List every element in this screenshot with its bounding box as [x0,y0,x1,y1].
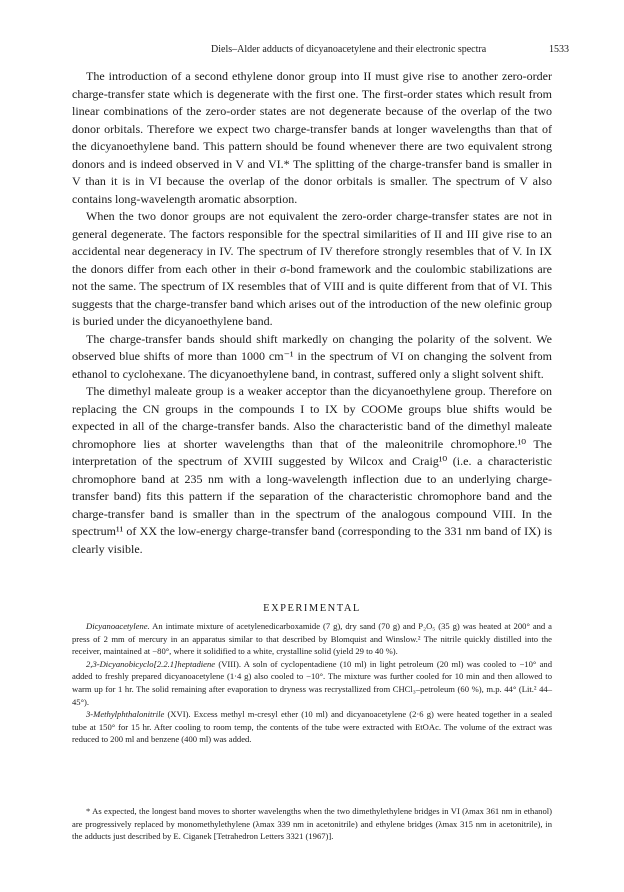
section-heading: EXPERIMENTAL [263,603,361,614]
experimental-section [72,620,552,746]
procedure-text: (VIII). A soln of cyclopentadiene (10 ml) in light petroleum (20 ml) was cooled to −10° and added to freshly prepared dicyanoacetylene (1·4 g) also cooled to −10°. The mixture was further cooled for 10 min and then allowed to warm up for 1 hr. The solid remaining after evaporation to dryness was recrystallized from CHCl₃–petroleum (60 %), m.p. 44° (Lit.² 44–45°). [72,658,552,707]
running-head [0,44,624,60]
body-text [72,68,552,558]
compound-name: 2,3-Dicyanobicyclo[2.2.1]heptadiene [86,658,216,669]
paragraph-4: The dimethyl maleate group is a weaker acceptor than the dicyanoethylene group. Therefore on replacing the CN groups in the compounds I to IX by COOMe groups blue shifts would be expected in all of the charge-transfer bands. Also the characteristic band of the dimethyl maleate chromophore lies at shorter wavelengths than that of the maleonitrile chromophore.¹⁰ The interpretation of the spectrum of XVIII suggested by Wilcox and Craig¹⁰ (i.e. a characteristic chromophore band at 235 nm with a long-wavelength inflection due to an underlying charge-transfer band) fits this pattern if the separation of the characteristic chromophore band and the charge-transfer band is smaller than in the spectrum of the analogous compound VIII. In the spectrum¹¹ of XX the low-energy charge-transfer band (corresponding to the 331 nm band of IX) is clearly visible. [72,384,552,556]
paragraph-1: The introduction of a second ethylene donor group into II must give rise to another zero-order charge-transfer state which is degenerate with the first one. The first-order states which result from linear combinations of the zero-order states are not degenerate because of the overlap of the two donor orbitals. Therefore we expect two charge-transfer bands at longer wavelengths than that of the dicyanoethylene band. This pattern should be found whenever there are two equivalent strong donors and is indeed observed in V and VI.* The splitting of the charge-transfer band is smaller in V than it is in VI because the overlap of the donor orbitals is smaller. The spectrum of V also contains long-wavelength aromatic absorption. [72,69,552,206]
experimental-entry-1 [72,620,552,658]
page-number: 1533 [549,44,569,55]
running-title: Diels–Alder adducts of dicyanoacetylene and their electronic spectra [211,44,487,55]
experimental-entry-2 [72,658,552,708]
compound-name: Dicyanoacetylene. [86,621,150,631]
experimental-entry-3 [72,708,552,746]
procedure-text: An intimate mixture of acetylenedicarboxamide (7 g), dry sand (70 g) and P₂O₅ (35 g) was heated at 200° and a press of 2 mm of mercury in an apparatus similar to that described by Blomquist and Winslow.² The nitrile quickly distilled into the receiver, maintained at −80°, where it solidified to a white, crystalline solid (yield 29 to 40 %). [72,621,552,657]
procedure-text: (XVI). Excess methyl m-cresyl ether (10 ml) and dicyanoacetylene (2·6 g) were heated together in a sealed tube at 150° for 15 hr. After cooling to room temp, the contents of the tube were extracted with EtOAc. The volume of the extract was reduced to 200 ml and benzene (400 ml) was added. [72,709,552,745]
footnote-text: * As expected, the longest band moves to shorter wavelengths when the two dimethylethylene bridges in VI (λmax 361 nm in ethanol) are progressively replaced by monomethylethylene (λmax 339 nm in acetonitrile) and ethylene bridges (λmax 315 nm in acetonitrile), in the adducts just described by E. Ciganek [Tetrahedron Letters 3321 (1967)]. [72,806,552,842]
paragraph-3: The charge-transfer bands should shift markedly on changing the polarity of the solvent. We observed blue shifts of more than 1000 cm⁻¹ in the spectrum of VI on changing the solvent from ethanol to cyclohexane. The dicyanoethylene band, in contrast, suffered only a slight solvent shift. [72,331,552,381]
footnote [72,805,552,843]
compound-name: 3-Methylphthalonitrile [86,709,165,720]
paragraph-2: When the two donor groups are not equivalent the zero-order charge-transfer states are not in general degenerate. The factors responsible for the spectral similarities of II and III give rise to an accidental near degeneracy in IV. The spectrum of IV therefore strongly resembles that of V. In IX the donors differ from each other in their σ-bond framework and the coulombic stabilizations are not the same. The spectrum of IX resembles that of VIII and is quite different from that of VI. This suggests that the charge-transfer band which arises out of the introduction of the new olefinic group is buried under the dicyanoethylene band. [72,209,552,328]
